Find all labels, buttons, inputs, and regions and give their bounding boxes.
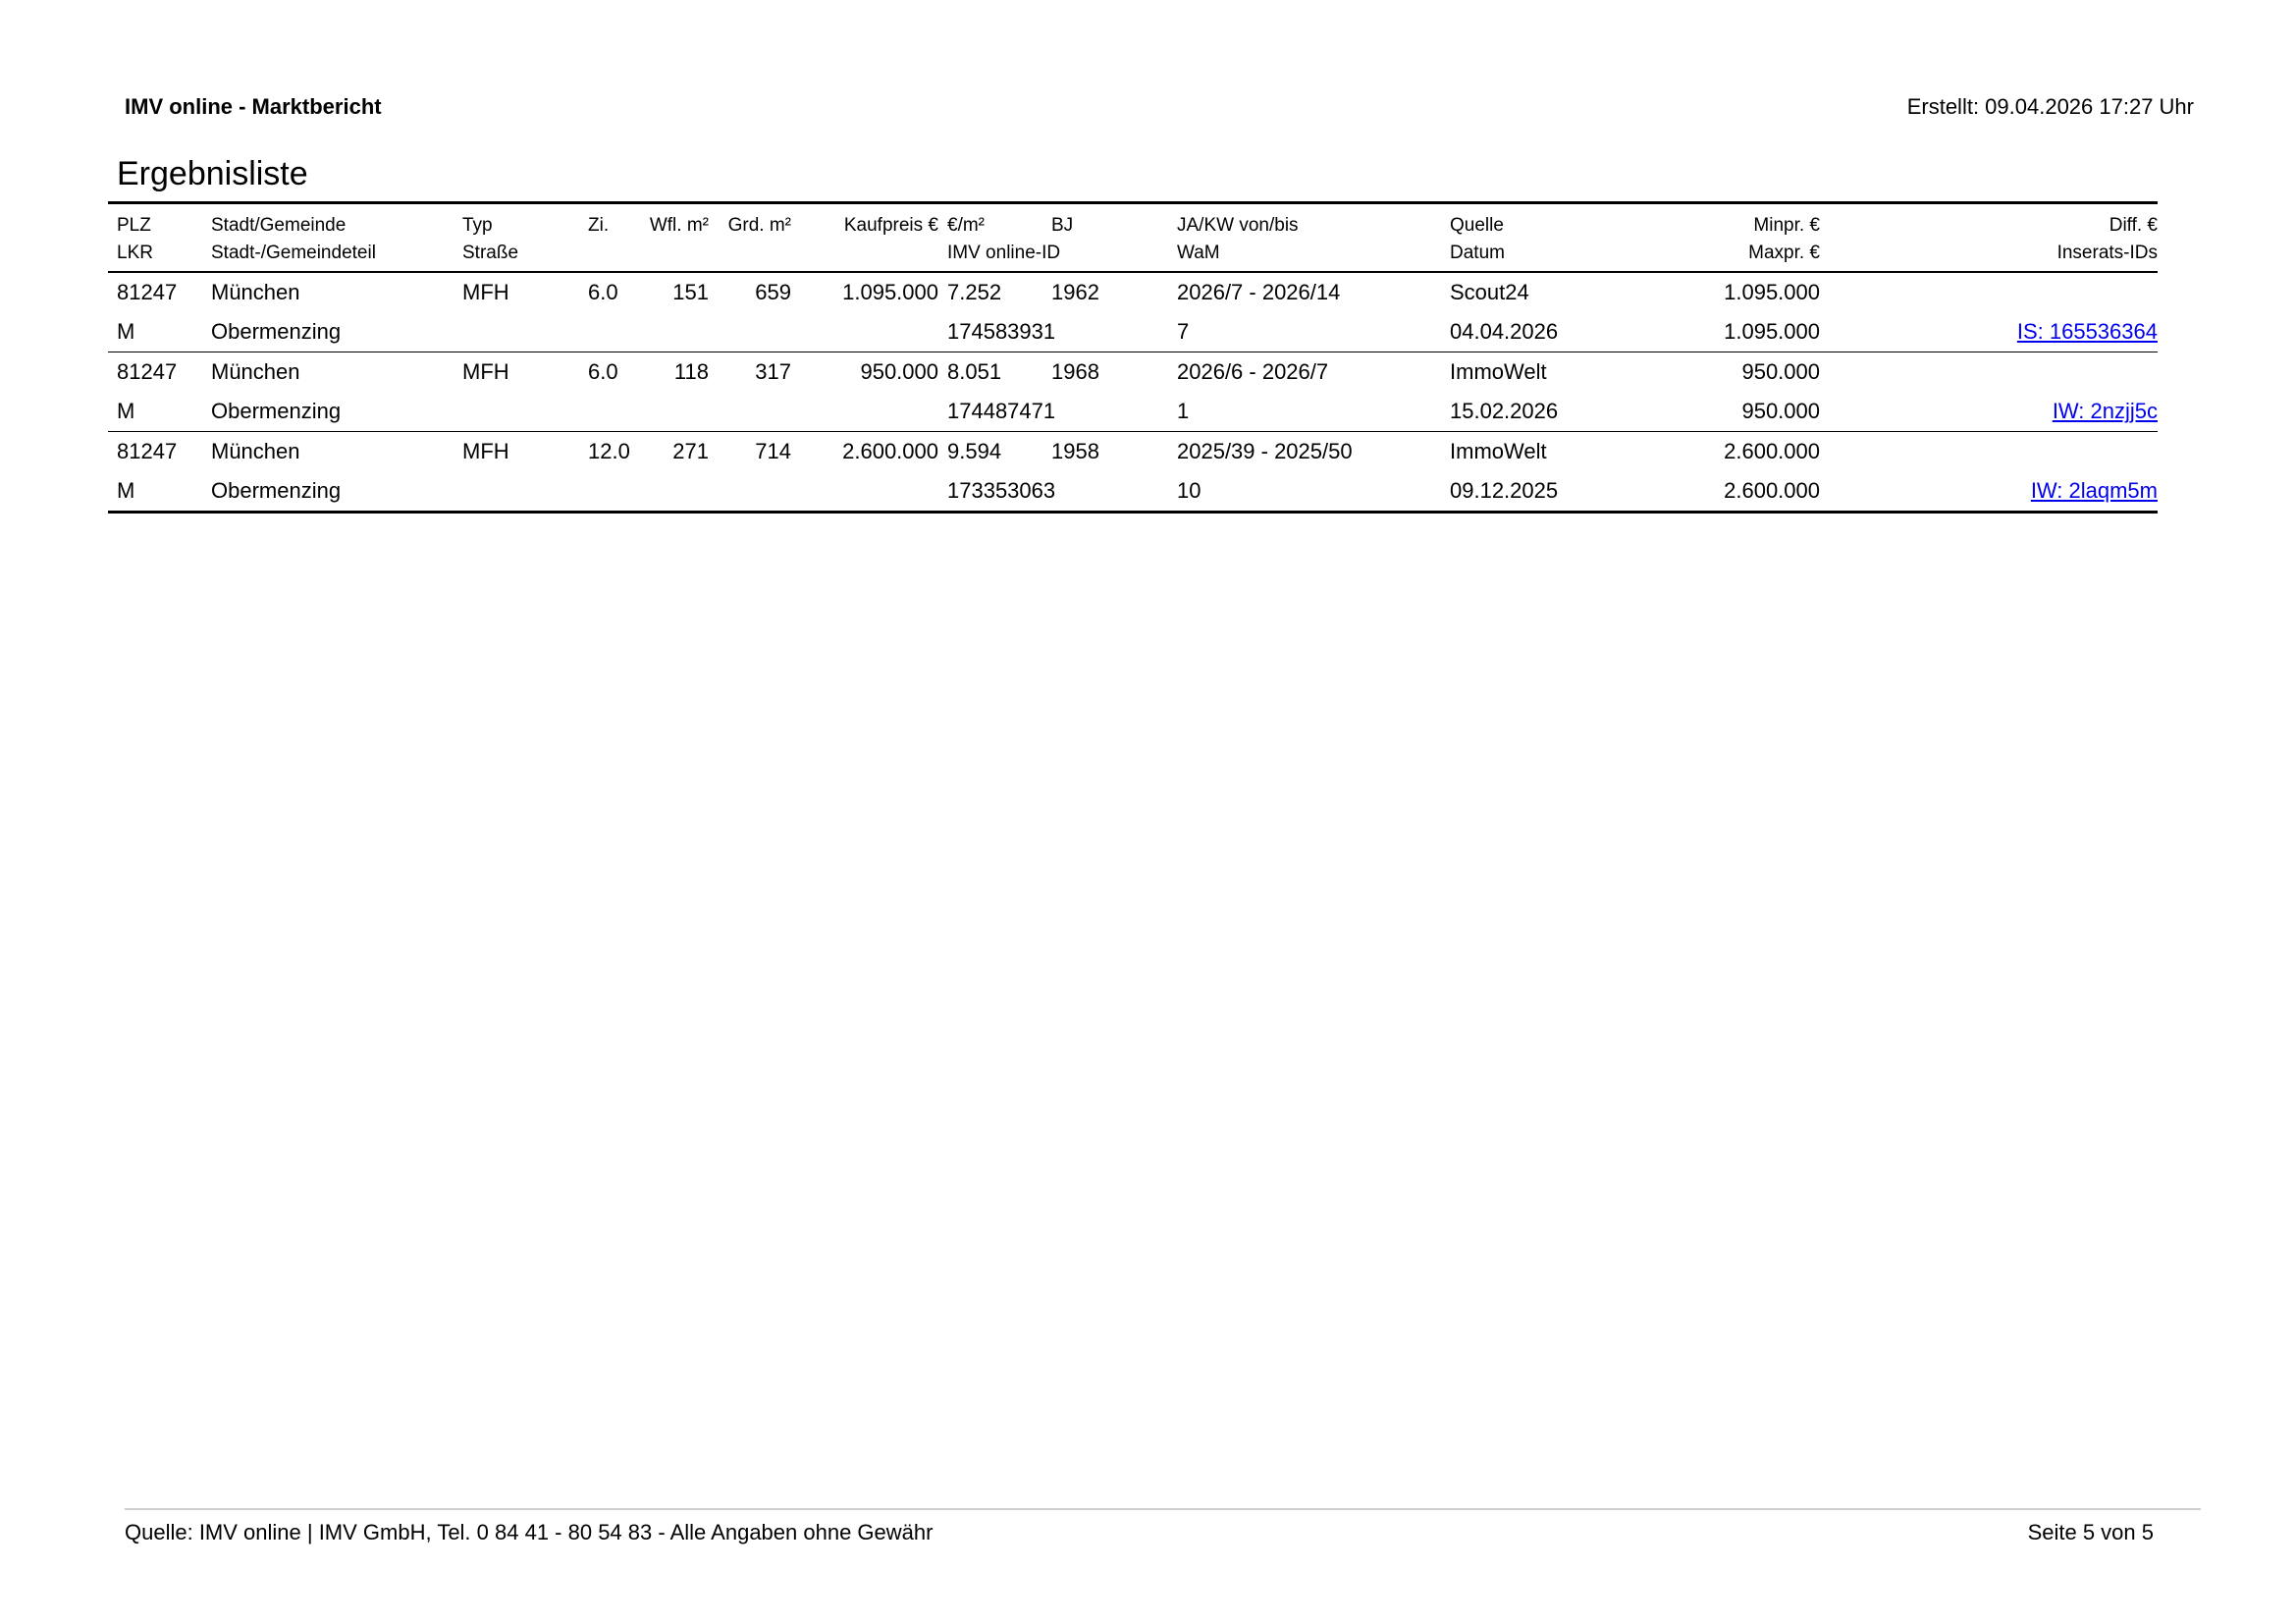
cell-stadt: München — [211, 359, 300, 384]
col-header-diff: Diff. € — [1820, 203, 2158, 241]
cell-stadt: München — [211, 439, 300, 463]
cell-imv-id: 174583931 — [938, 312, 1168, 352]
col-header-datum: Datum — [1441, 240, 1608, 272]
table-record — [108, 272, 2158, 352]
cell-jakw: 2025/39 - 2025/50 — [1177, 439, 1353, 463]
cell-datum: 04.04.2026 — [1441, 312, 1608, 352]
col-header-grundstueck: Grd. m² — [709, 203, 791, 241]
col-header-quelle: Quelle — [1441, 203, 1608, 241]
cell-zimmer: 6.0 — [588, 359, 618, 384]
cell-datum: 09.12.2025 — [1441, 471, 1608, 513]
cell-minpreis: 2.600.000 — [1724, 439, 1820, 463]
cell-minpreis: 1.095.000 — [1724, 280, 1820, 304]
cell-plz: 81247 — [117, 439, 178, 463]
cell-diff — [1820, 352, 2158, 393]
cell-wohnflaeche: 151 — [672, 280, 709, 304]
cell-kaufpreis: 2.600.000 — [842, 439, 938, 463]
col-header-jakw: JA/KW von/bis — [1168, 203, 1441, 241]
cell-lkr: M — [108, 312, 202, 352]
cell-stadt: München — [211, 280, 300, 304]
cell-zimmer: 6.0 — [588, 280, 618, 304]
cell-wam: 1 — [1168, 392, 1441, 432]
cell-datum: 15.02.2026 — [1441, 392, 1608, 432]
table-row — [108, 272, 2158, 312]
cell-kaufpreis: 950.000 — [860, 359, 938, 384]
cell-jakw: 2026/6 - 2026/7 — [1177, 359, 1329, 384]
table-row — [108, 471, 2158, 513]
table-record — [108, 432, 2158, 513]
cell-lkr: M — [108, 471, 202, 513]
cell-typ: MFH — [462, 280, 509, 304]
report-title: IMV online - Marktbericht — [125, 94, 382, 119]
cell-diff — [1820, 432, 2158, 472]
cell-minpreis: 950.000 — [1741, 359, 1820, 384]
cell-diff — [1820, 272, 2158, 312]
cell-baujahr: 1958 — [1051, 439, 1099, 463]
col-header-minpreis: Minpr. € — [1608, 203, 1820, 241]
inserat-id-link[interactable]: IW: 2nzjj5c — [2052, 399, 2158, 423]
col-header-baujahr: BJ — [1042, 203, 1168, 241]
inserat-id-link[interactable]: IW: 2laqm5m — [2030, 478, 2158, 503]
cell-preis-pro-m2: 7.252 — [947, 280, 1002, 304]
cell-lkr: M — [108, 392, 202, 432]
cell-zimmer: 12.0 — [588, 439, 630, 463]
cell-quelle: ImmoWelt — [1450, 439, 1547, 463]
cell-plz: 81247 — [117, 359, 178, 384]
cell-typ: MFH — [462, 439, 509, 463]
cell-wam: 10 — [1168, 471, 1441, 513]
col-header-kaufpreis: Kaufpreis € — [791, 203, 938, 241]
col-header-imv-id: IMV online-ID — [938, 240, 1168, 272]
col-header-preis-pro-m2: €/m² — [938, 203, 1042, 241]
table-row — [108, 312, 2158, 352]
cell-quelle: Scout24 — [1450, 280, 1529, 304]
cell-stadtteil: Obermenzing — [202, 471, 454, 513]
footer-divider — [125, 1508, 2201, 1510]
cell-preis-pro-m2: 9.594 — [947, 439, 1002, 463]
cell-baujahr: 1962 — [1051, 280, 1099, 304]
cell-wohnflaeche: 271 — [672, 439, 709, 463]
col-header-wam: WaM — [1168, 240, 1441, 272]
col-header-lkr: LKR — [108, 240, 202, 272]
section-title: Ergebnisliste — [117, 155, 308, 192]
table-header — [108, 203, 2158, 273]
cell-baujahr: 1968 — [1051, 359, 1099, 384]
table-row — [108, 352, 2158, 393]
cell-preis-pro-m2: 8.051 — [947, 359, 1002, 384]
table-row — [108, 392, 2158, 432]
cell-plz: 81247 — [117, 280, 178, 304]
cell-grundstueck: 714 — [755, 439, 791, 463]
page-number: Seite 5 von 5 — [2027, 1520, 2154, 1544]
cell-imv-id: 173353063 — [938, 471, 1168, 513]
cell-jakw: 2026/7 - 2026/14 — [1177, 280, 1341, 304]
col-header-stadtteil: Stadt-/Gemeindeteil — [202, 240, 454, 272]
col-header-strasse: Straße — [454, 240, 579, 272]
table-record — [108, 352, 2158, 432]
cell-quelle: ImmoWelt — [1450, 359, 1547, 384]
cell-typ: MFH — [462, 359, 509, 384]
col-header-typ: Typ — [454, 203, 579, 241]
cell-kaufpreis: 1.095.000 — [842, 280, 938, 304]
col-header-wohnflaeche: Wfl. m² — [640, 203, 709, 241]
created-timestamp: Erstellt: 09.04.2026 17:27 Uhr — [1906, 94, 2194, 119]
col-header-stadt: Stadt/Gemeinde — [202, 203, 454, 241]
cell-imv-id: 174487471 — [938, 392, 1168, 432]
results-table — [108, 201, 2158, 514]
cell-strasse — [454, 471, 579, 513]
cell-wam: 7 — [1168, 312, 1441, 352]
table-row — [108, 432, 2158, 472]
cell-maxpreis: 950.000 — [1608, 392, 1820, 432]
cell-grundstueck: 659 — [755, 280, 791, 304]
cell-strasse — [454, 312, 579, 352]
cell-strasse — [454, 392, 579, 432]
cell-stadtteil: Obermenzing — [202, 312, 454, 352]
col-header-plz: PLZ — [108, 203, 202, 241]
col-header-inserat-ids: Inserats-IDs — [1820, 240, 2158, 272]
inserat-id-link[interactable]: IS: 165536364 — [2016, 319, 2158, 344]
footer-source: Quelle: IMV online | IMV GmbH, Tel. 0 84 41 - 80 54 83 - Alle Angaben ohne Gewähr — [125, 1520, 934, 1544]
col-header-maxpreis: Maxpr. € — [1608, 240, 1820, 272]
cell-grundstueck: 317 — [755, 359, 791, 384]
cell-maxpreis: 1.095.000 — [1608, 312, 1820, 352]
cell-stadtteil: Obermenzing — [202, 392, 454, 432]
cell-wohnflaeche: 118 — [673, 359, 709, 384]
cell-maxpreis: 2.600.000 — [1608, 471, 1820, 513]
col-header-zimmer: Zi. — [579, 203, 640, 241]
